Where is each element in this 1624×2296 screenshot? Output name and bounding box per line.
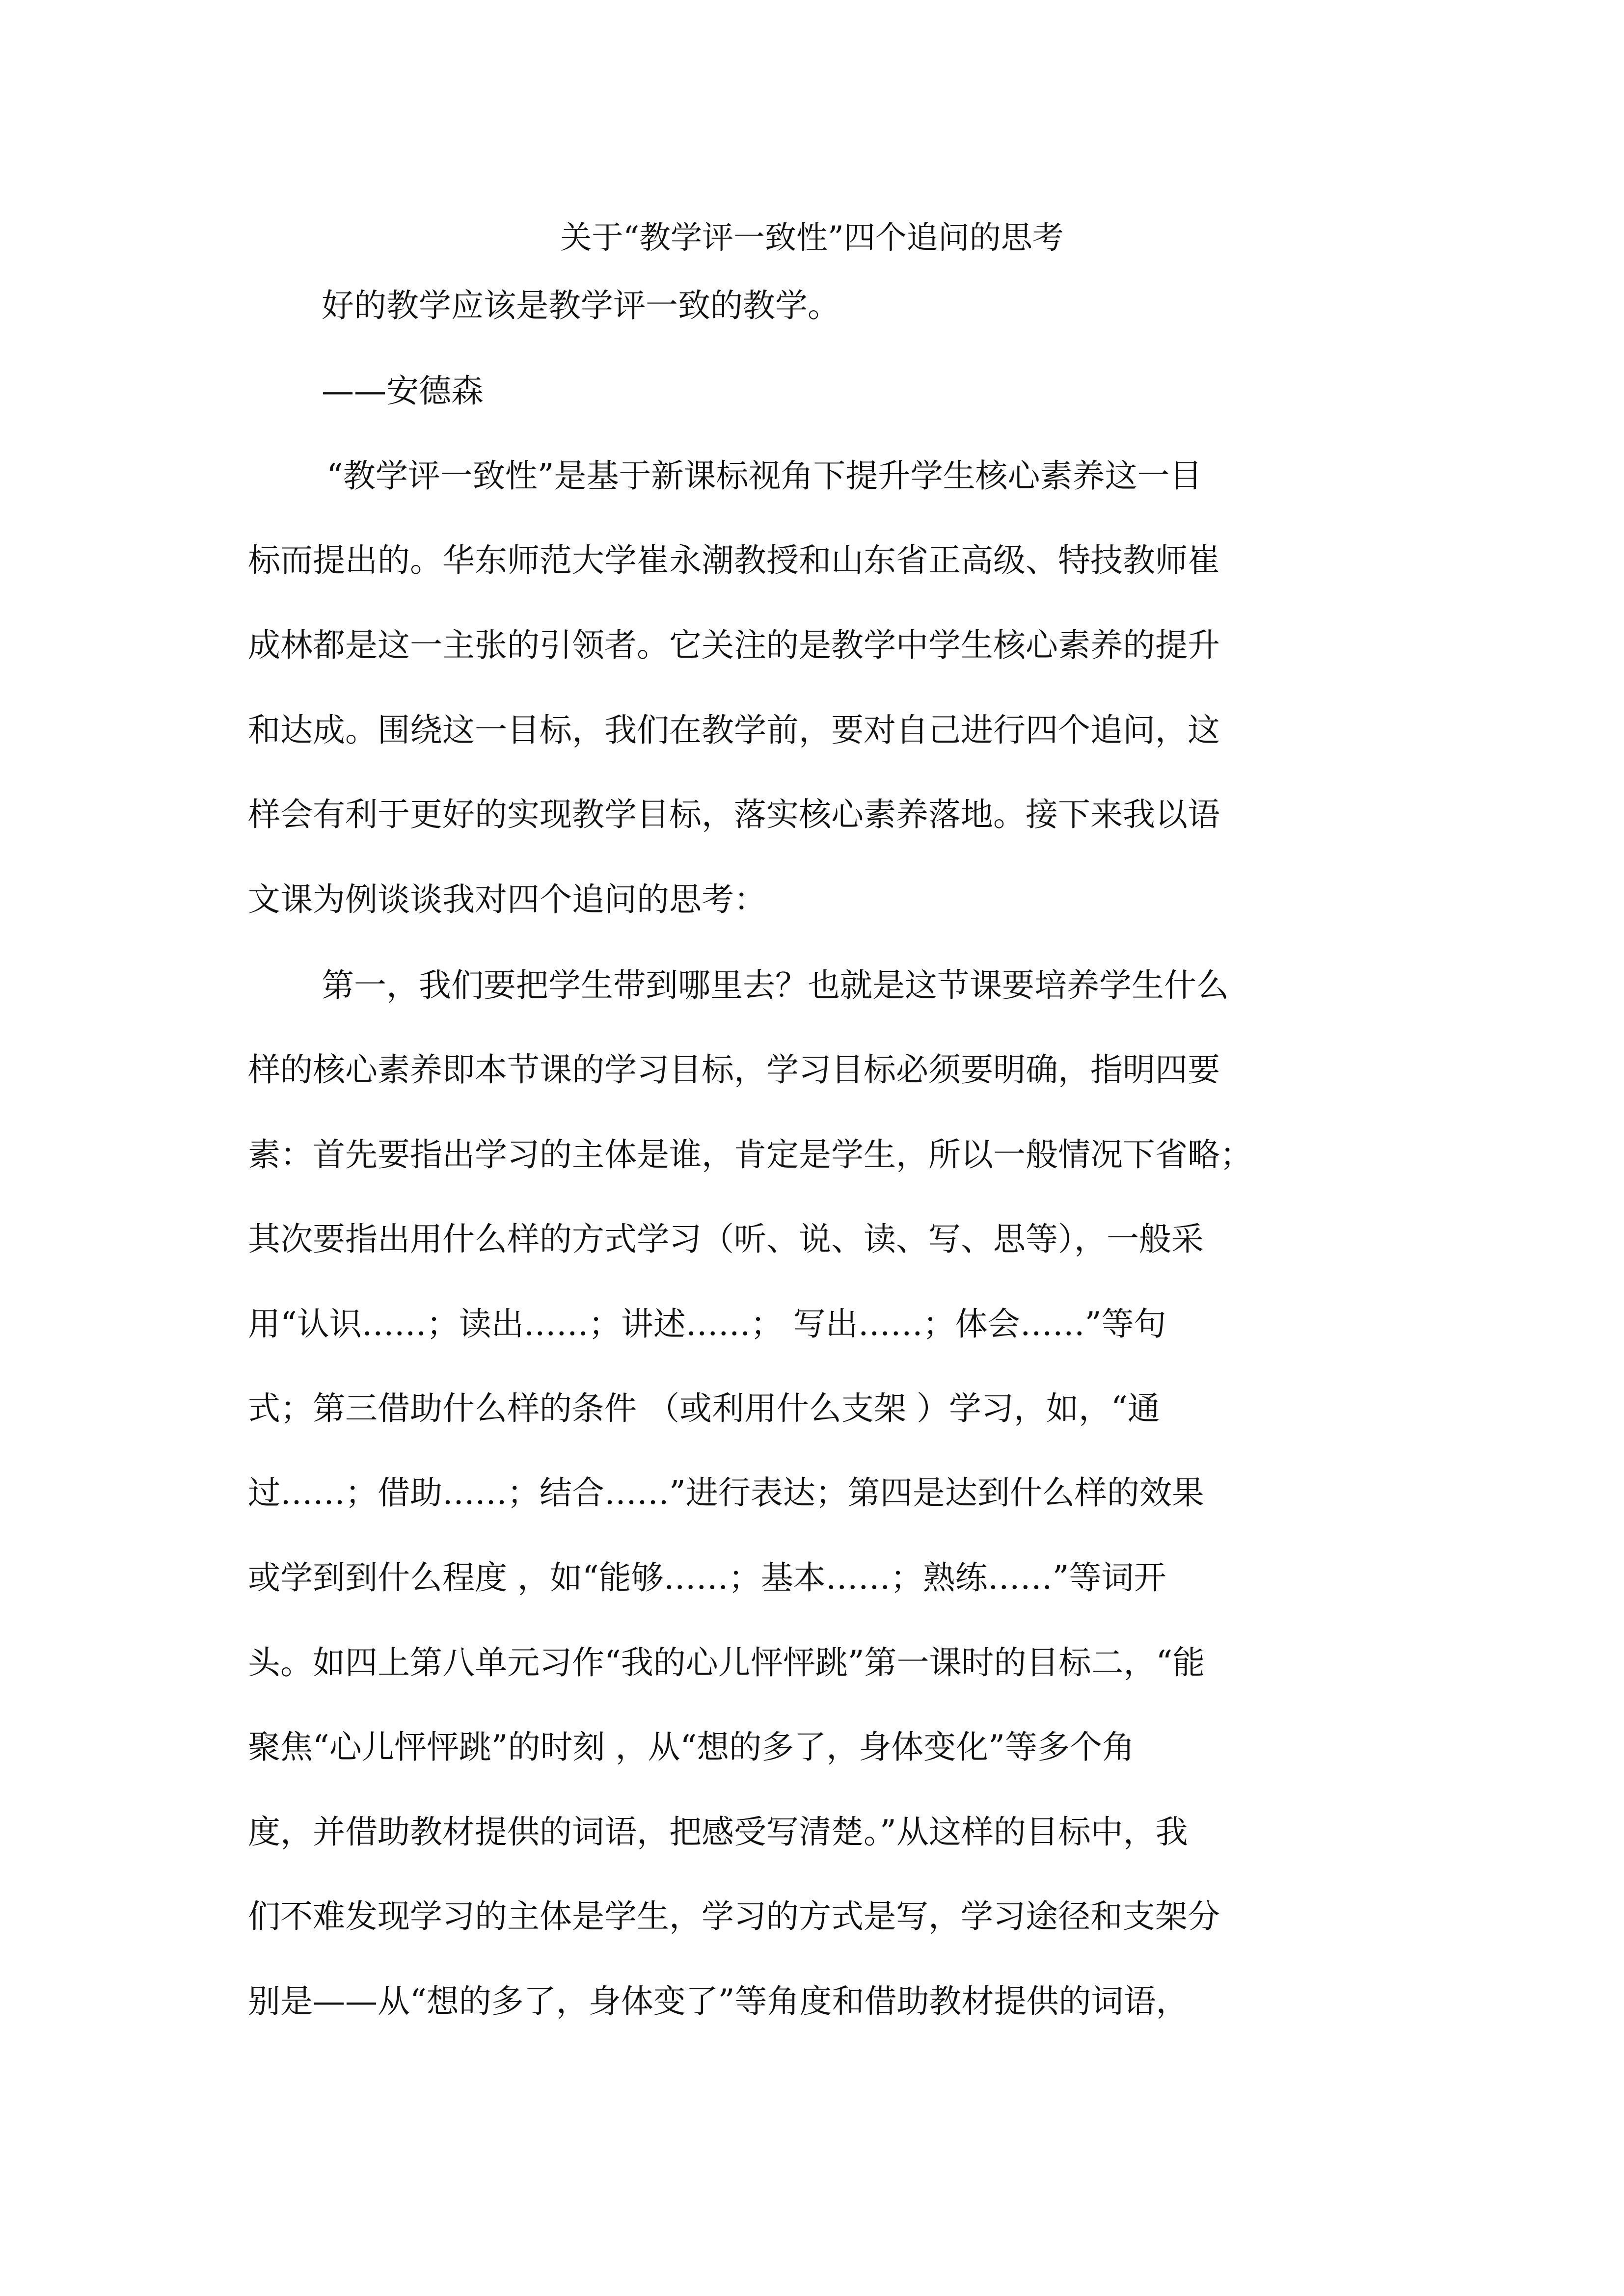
paragraph-2-line-1: 第一，我们要把学生带到哪里去？也就是这节课要培养学生什么 bbox=[322, 966, 1229, 1004]
paragraph-1-line-5: 样会有利于更好的实现教学目标，落实核心素养落地。接下来我以语 bbox=[248, 796, 1220, 833]
paragraph-1-line-1: “教学评一致性”是基于新课标视角下提升学生核心素养这一目 bbox=[326, 457, 1202, 495]
document-title: 关于“教学评一致性”四个追问的思考 bbox=[560, 220, 1064, 256]
paragraph-1-line-3: 成林都是这一主张的引领者。它关注的是教学中学生核心素养的提升 bbox=[248, 626, 1220, 664]
paragraph-2-line-2: 样的核心素养即本节课的学习目标，学习目标必须要明确，指明四要 bbox=[248, 1051, 1220, 1089]
paragraph-1-line-2: 标而提出的。华东师范大学崔永潮教授和山东省正高级、特技教师崔 bbox=[248, 541, 1220, 579]
paragraph-2-line-8: 或学到到什么程度 ，如“能够……；基本……；熟练……”等词开 bbox=[248, 1559, 1166, 1597]
paragraph-2-line-9: 头。如四上第八单元习作“我的心儿怦怦跳”第一课时的目标二，“能 bbox=[248, 1644, 1205, 1682]
paragraph-2-line-13: 别是——从“想的多了，身体变了”等角度和借助教材提供的词语， bbox=[248, 1982, 1189, 2020]
paragraph-2-line-11: 度，并借助教材提供的词语，把感受写清楚。”从这样的目标中，我 bbox=[248, 1813, 1188, 1851]
paragraph-2-line-4: 其次要指出用什么样的方式学习（听、说、读、写、思等），一般采 bbox=[248, 1220, 1204, 1258]
paragraph-2-line-12: 们不难发现学习的主体是学生，学习的方式是写，学习途径和支架分 bbox=[248, 1897, 1220, 1935]
paragraph-2-line-3: 素：首先要指出学习的主体是谁，肯定是学生，所以一般情况下省略； bbox=[248, 1136, 1252, 1174]
epigraph-author: ——安德森 bbox=[322, 372, 484, 410]
paragraph-2-line-7: 过……；借助……；结合……”进行表达；第四是达到什么样的效果 bbox=[248, 1474, 1204, 1512]
paragraph-2-line-10: 聚焦“心儿怦怦跳”的时刻 ，从“想的多了，身体变化”等多个角 bbox=[248, 1728, 1135, 1766]
paragraph-1-line-4: 和达成。围绕这一目标，我们在教学前，要对自己进行四个追问，这 bbox=[248, 711, 1220, 749]
paragraph-2-line-6: 式；第三借助什么样的条件 （或利用什么支架 ）学习，如，“通 bbox=[248, 1389, 1160, 1427]
paragraph-1-line-6: 文课为例谈谈我对四个追问的思考： bbox=[248, 881, 766, 918]
epigraph-quote: 好的教学应该是教学评一致的教学。 bbox=[322, 287, 840, 324]
paragraph-2-line-5: 用“认识……；读出……；讲述……； 写出……；体会……”等句 bbox=[248, 1305, 1166, 1343]
